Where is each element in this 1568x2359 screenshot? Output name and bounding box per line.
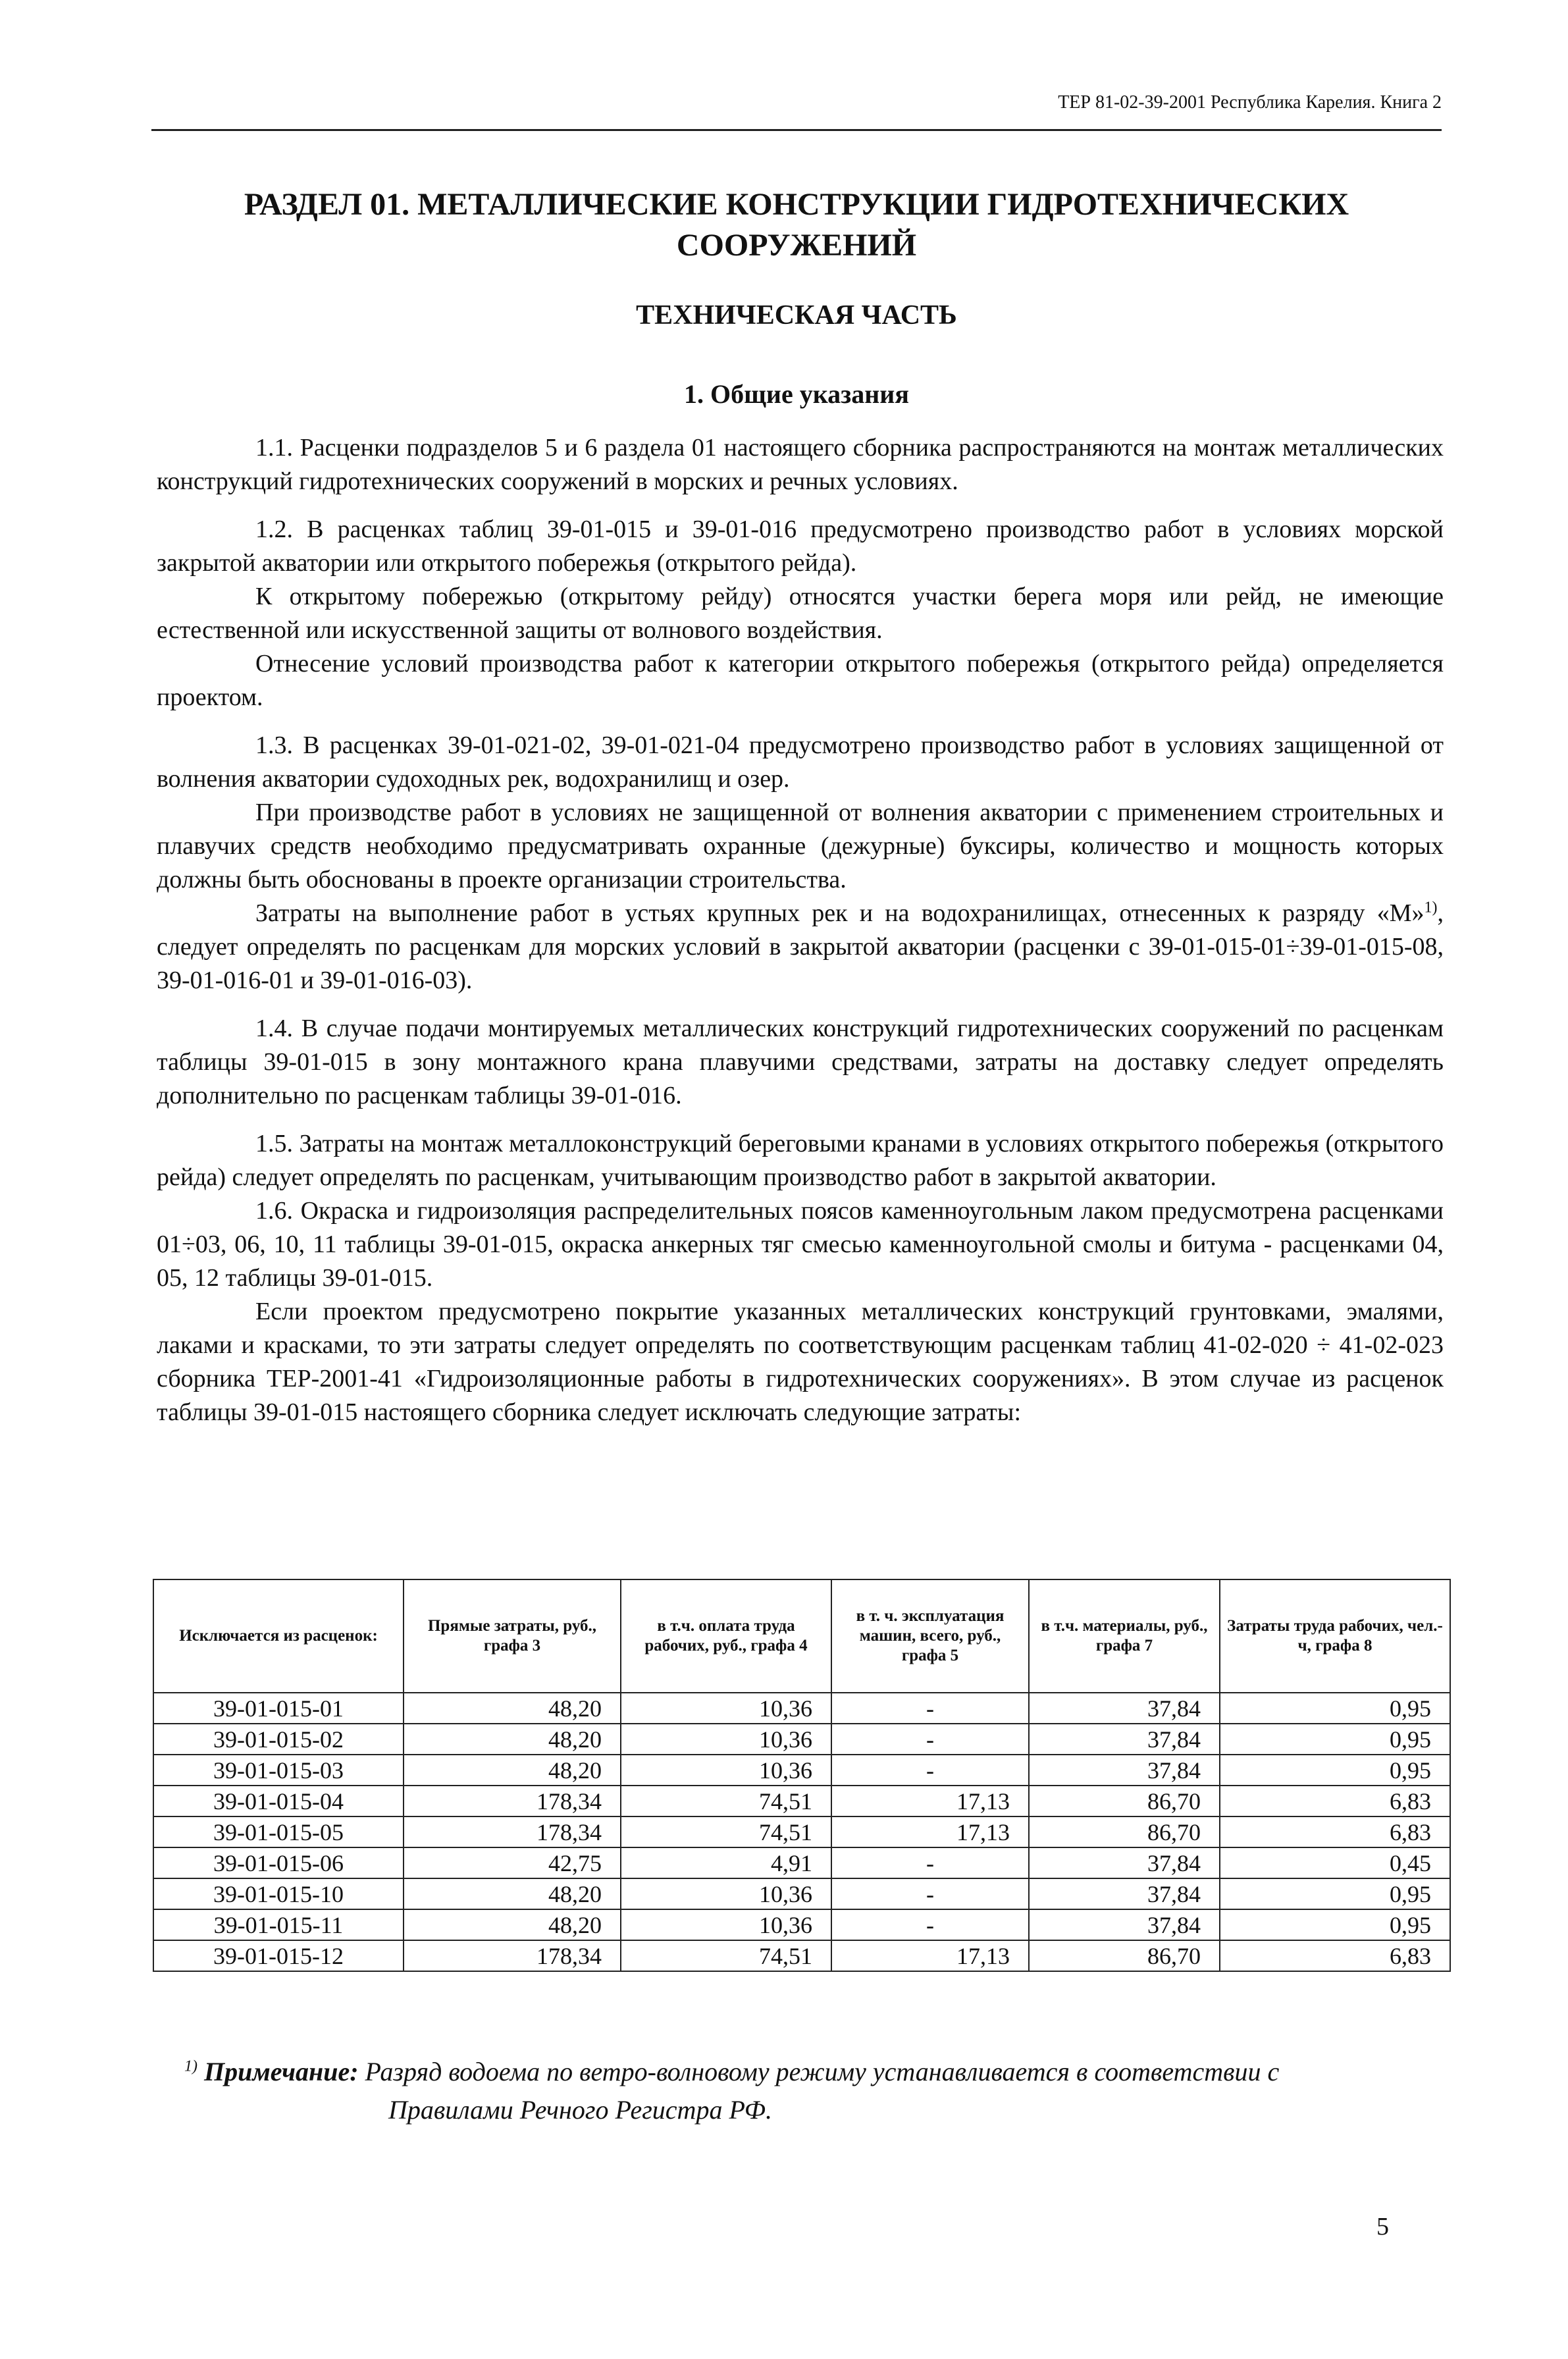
paragraph-1-2: 1.2. В расценках таблиц 39-01-015 и 39-01-016 предусмотрено производство работ в условиях морской закрытой акватории или открытого побережья (открытого рейда).	[157, 516, 1444, 577]
column-header-labor-pay: в т.ч. оплата труда рабочих, руб., графа 4	[621, 1579, 831, 1693]
footnote-marker: 1)	[184, 2057, 197, 2075]
cell-direct-costs: 48,20	[404, 1909, 621, 1940]
cell-row-code: 39-01-015-10	[153, 1878, 404, 1909]
header-rule	[151, 129, 1442, 131]
cell-labor-pay: 10,36	[621, 1755, 831, 1786]
column-header-excluded: Исключается из расценок:	[153, 1579, 404, 1693]
table-row	[153, 1786, 1450, 1816]
section-title-line1: РАЗДЕЛ 01. МЕТАЛЛИЧЕСКИЕ КОНСТРУКЦИИ ГИДРОТЕХНИЧЕСКИХ	[244, 187, 1349, 222]
cell-row-code: 39-01-015-01	[153, 1693, 404, 1724]
cell-labor-pay: 4,91	[621, 1847, 831, 1878]
cell-row-code: 39-01-015-11	[153, 1909, 404, 1940]
paragraph-1-3-tugs: При производстве работ в условиях не защищенной от волнения акватории с применением строительных и плавучих средств необходимо предусматривать охранные (дежурные) буксиры, количество и мощность которых должны быть обоснованы в проекте организации строительства.	[157, 799, 1444, 893]
table-body	[153, 1693, 1450, 1971]
technical-part-heading: ТЕХНИЧЕСКАЯ ЧАСТЬ	[636, 300, 957, 331]
cell-labor-hours: 6,83	[1220, 1786, 1450, 1816]
cell-row-code: 39-01-015-04	[153, 1786, 404, 1816]
cell-labor-hours: 0,95	[1220, 1909, 1450, 1940]
table-row	[153, 1940, 1450, 1971]
cell-machines: 17,13	[831, 1940, 1029, 1971]
table-row	[153, 1755, 1450, 1786]
cell-labor-hours: 0,95	[1220, 1693, 1450, 1724]
page-number: 5	[1376, 2213, 1389, 2240]
section-title-line2: СООРУЖЕНИЙ	[676, 228, 917, 263]
cell-direct-costs: 42,75	[404, 1847, 621, 1878]
table-row	[153, 1816, 1450, 1847]
footnote-ref: 1)	[1424, 899, 1438, 916]
cell-labor-hours: 0,45	[1220, 1847, 1450, 1878]
paragraph-1-6: 1.6. Окраска и гидроизоляция распределительных поясов каменноугольным лаком предусмотрена расценками 01÷03, 06, 10, 11 таблицы 39-01-015, окраска анкерных тяг смесью каменноугольной смолы и битума - расценками 04, 05, 12 таблицы 39-01-015.	[157, 1197, 1444, 1292]
cell-labor-hours: 0,95	[1220, 1755, 1450, 1786]
paragraph-1-3-estuaries	[157, 897, 1444, 997]
cell-machines: -	[831, 1847, 1029, 1878]
paragraph-1-3-estuaries-text: Затраты на выполнение работ в устьях крупных рек и на водохранилищах, отнесенных к разряду «М»	[255, 899, 1424, 927]
running-head: ТЕР 81-02-39-2001 Республика Карелия. Книга 2	[1058, 92, 1442, 113]
cell-labor-pay: 10,36	[621, 1693, 831, 1724]
cell-materials: 86,70	[1029, 1816, 1220, 1847]
cell-labor-hours: 0,95	[1220, 1724, 1450, 1755]
paragraph-1-6-coatings: Если проектом предусмотрено покрытие указанных металлических конструкций грунтовками, эмалями, лаками и красками, то эти затраты следует определять по соответствующим расценкам таблиц 41-02-020 ÷ 41-02-023 сборника ТЕР-2001-41 «Гидроизоляционные работы в гидротехнических сооружениях». В этом случае из расценок таблицы 39-01-015 настоящего сборника следует исключать следующие затраты:	[157, 1298, 1444, 1426]
cell-labor-pay: 74,51	[621, 1940, 831, 1971]
cell-labor-hours: 0,95	[1220, 1878, 1450, 1909]
table-header-row	[153, 1579, 1450, 1693]
cell-row-code: 39-01-015-03	[153, 1755, 404, 1786]
paragraph-1-4: 1.4. В случае подачи монтируемых металлических конструкций гидротехнических сооружений по расценкам таблицы 39-01-015 в зону монтажного крана плавучими средствами, затраты на доставку следует определять дополнительно по расценкам таблицы 39-01-016.	[157, 1015, 1444, 1109]
footnote-line1	[184, 2053, 1435, 2091]
cell-materials: 37,84	[1029, 1878, 1220, 1909]
cell-materials: 37,84	[1029, 1693, 1220, 1724]
cell-row-code: 39-01-015-05	[153, 1816, 404, 1847]
exclusions-table-wrapper	[153, 1579, 1450, 1972]
cell-materials: 86,70	[1029, 1786, 1220, 1816]
body-text	[157, 431, 1444, 1429]
cell-direct-costs: 178,34	[404, 1786, 621, 1816]
column-header-direct-costs: Прямые затраты, руб., графа 3	[404, 1579, 621, 1693]
paragraph-1-2-project: Отнесение условий производства работ к категории открытого побережья (открытого рейда) определяется проектом.	[157, 650, 1444, 711]
table-row	[153, 1878, 1450, 1909]
cell-direct-costs: 48,20	[404, 1693, 621, 1724]
cell-labor-hours: 6,83	[1220, 1816, 1450, 1847]
cell-direct-costs: 178,34	[404, 1940, 621, 1971]
footnote-text-line2: Правилами Речного Регистра РФ.	[388, 2095, 772, 2125]
exclusions-table	[153, 1579, 1451, 1972]
table-row	[153, 1847, 1450, 1878]
cell-row-code: 39-01-015-12	[153, 1940, 404, 1971]
cell-direct-costs: 48,20	[404, 1724, 621, 1755]
paragraph-1-1: 1.1. Расценки подразделов 5 и 6 раздела 01 настоящего сборника распространяются на монтаж металлических конструкций гидротехнических сооружений в морских и речных условиях.	[157, 434, 1444, 495]
cell-machines: -	[831, 1878, 1029, 1909]
column-header-labor-hours: Затраты труда рабочих, чел.-ч, графа 8	[1220, 1579, 1450, 1693]
column-header-machines: в т. ч. эксплуатация машин, всего, руб., графа 5	[831, 1579, 1029, 1693]
footnote-label: Примечание:	[204, 2057, 359, 2086]
cell-direct-costs: 48,20	[404, 1755, 621, 1786]
cell-row-code: 39-01-015-06	[153, 1847, 404, 1878]
cell-labor-pay: 10,36	[621, 1909, 831, 1940]
footnote	[184, 2053, 1435, 2129]
cell-labor-hours: 6,83	[1220, 1940, 1450, 1971]
cell-machines: -	[831, 1755, 1029, 1786]
cell-labor-pay: 10,36	[621, 1724, 831, 1755]
cell-machines: 17,13	[831, 1816, 1029, 1847]
cell-machines: -	[831, 1724, 1029, 1755]
cell-machines: -	[831, 1909, 1029, 1940]
paragraph-1-3: 1.3. В расценках 39-01-021-02, 39-01-021-04 предусмотрено производство работ в условиях защищенной от волнения акватории судоходных рек, водохранилищ и озер.	[157, 731, 1444, 793]
section-title	[151, 184, 1442, 266]
table-row	[153, 1909, 1450, 1940]
cell-direct-costs: 178,34	[404, 1816, 621, 1847]
table-row	[153, 1724, 1450, 1755]
cell-row-code: 39-01-015-02	[153, 1724, 404, 1755]
cell-materials: 37,84	[1029, 1724, 1220, 1755]
subsection-heading: 1. Общие указания	[684, 379, 909, 409]
paragraph-1-5: 1.5. Затраты на монтаж металлоконструкций береговыми кранами в условиях открытого побережья (открытого рейда) следует определять по расценкам, учитывающим производство работ в закрытой акватории.	[157, 1130, 1444, 1191]
cell-direct-costs: 48,20	[404, 1878, 621, 1909]
cell-labor-pay: 10,36	[621, 1878, 831, 1909]
cell-materials: 37,84	[1029, 1755, 1220, 1786]
cell-labor-pay: 74,51	[621, 1786, 831, 1816]
column-header-materials: в т.ч. материалы, руб., графа 7	[1029, 1579, 1220, 1693]
cell-materials: 86,70	[1029, 1940, 1220, 1971]
cell-machines: 17,13	[831, 1786, 1029, 1816]
footnote-text-line1: Разряд водоема по ветро-волновому режиму устанавливается в соответствии с	[365, 2057, 1280, 2086]
cell-materials: 37,84	[1029, 1909, 1220, 1940]
cell-labor-pay: 74,51	[621, 1816, 831, 1847]
table-row	[153, 1693, 1450, 1724]
cell-machines: -	[831, 1693, 1029, 1724]
paragraph-1-2-open-coast: К открытому побережью (открытому рейду) относятся участки берега моря или рейд, не имеющие естественной или искусственной защиты от волнового воздействия.	[157, 583, 1444, 644]
cell-materials: 37,84	[1029, 1847, 1220, 1878]
paragraph-1-3-estuaries-rest: , следует определять по расценкам для морских условий в закрытой акватории (расценки с 39-01-015-01÷39-01-015-08, 39-01-016-01 и 39-01-016-03).	[157, 899, 1444, 994]
